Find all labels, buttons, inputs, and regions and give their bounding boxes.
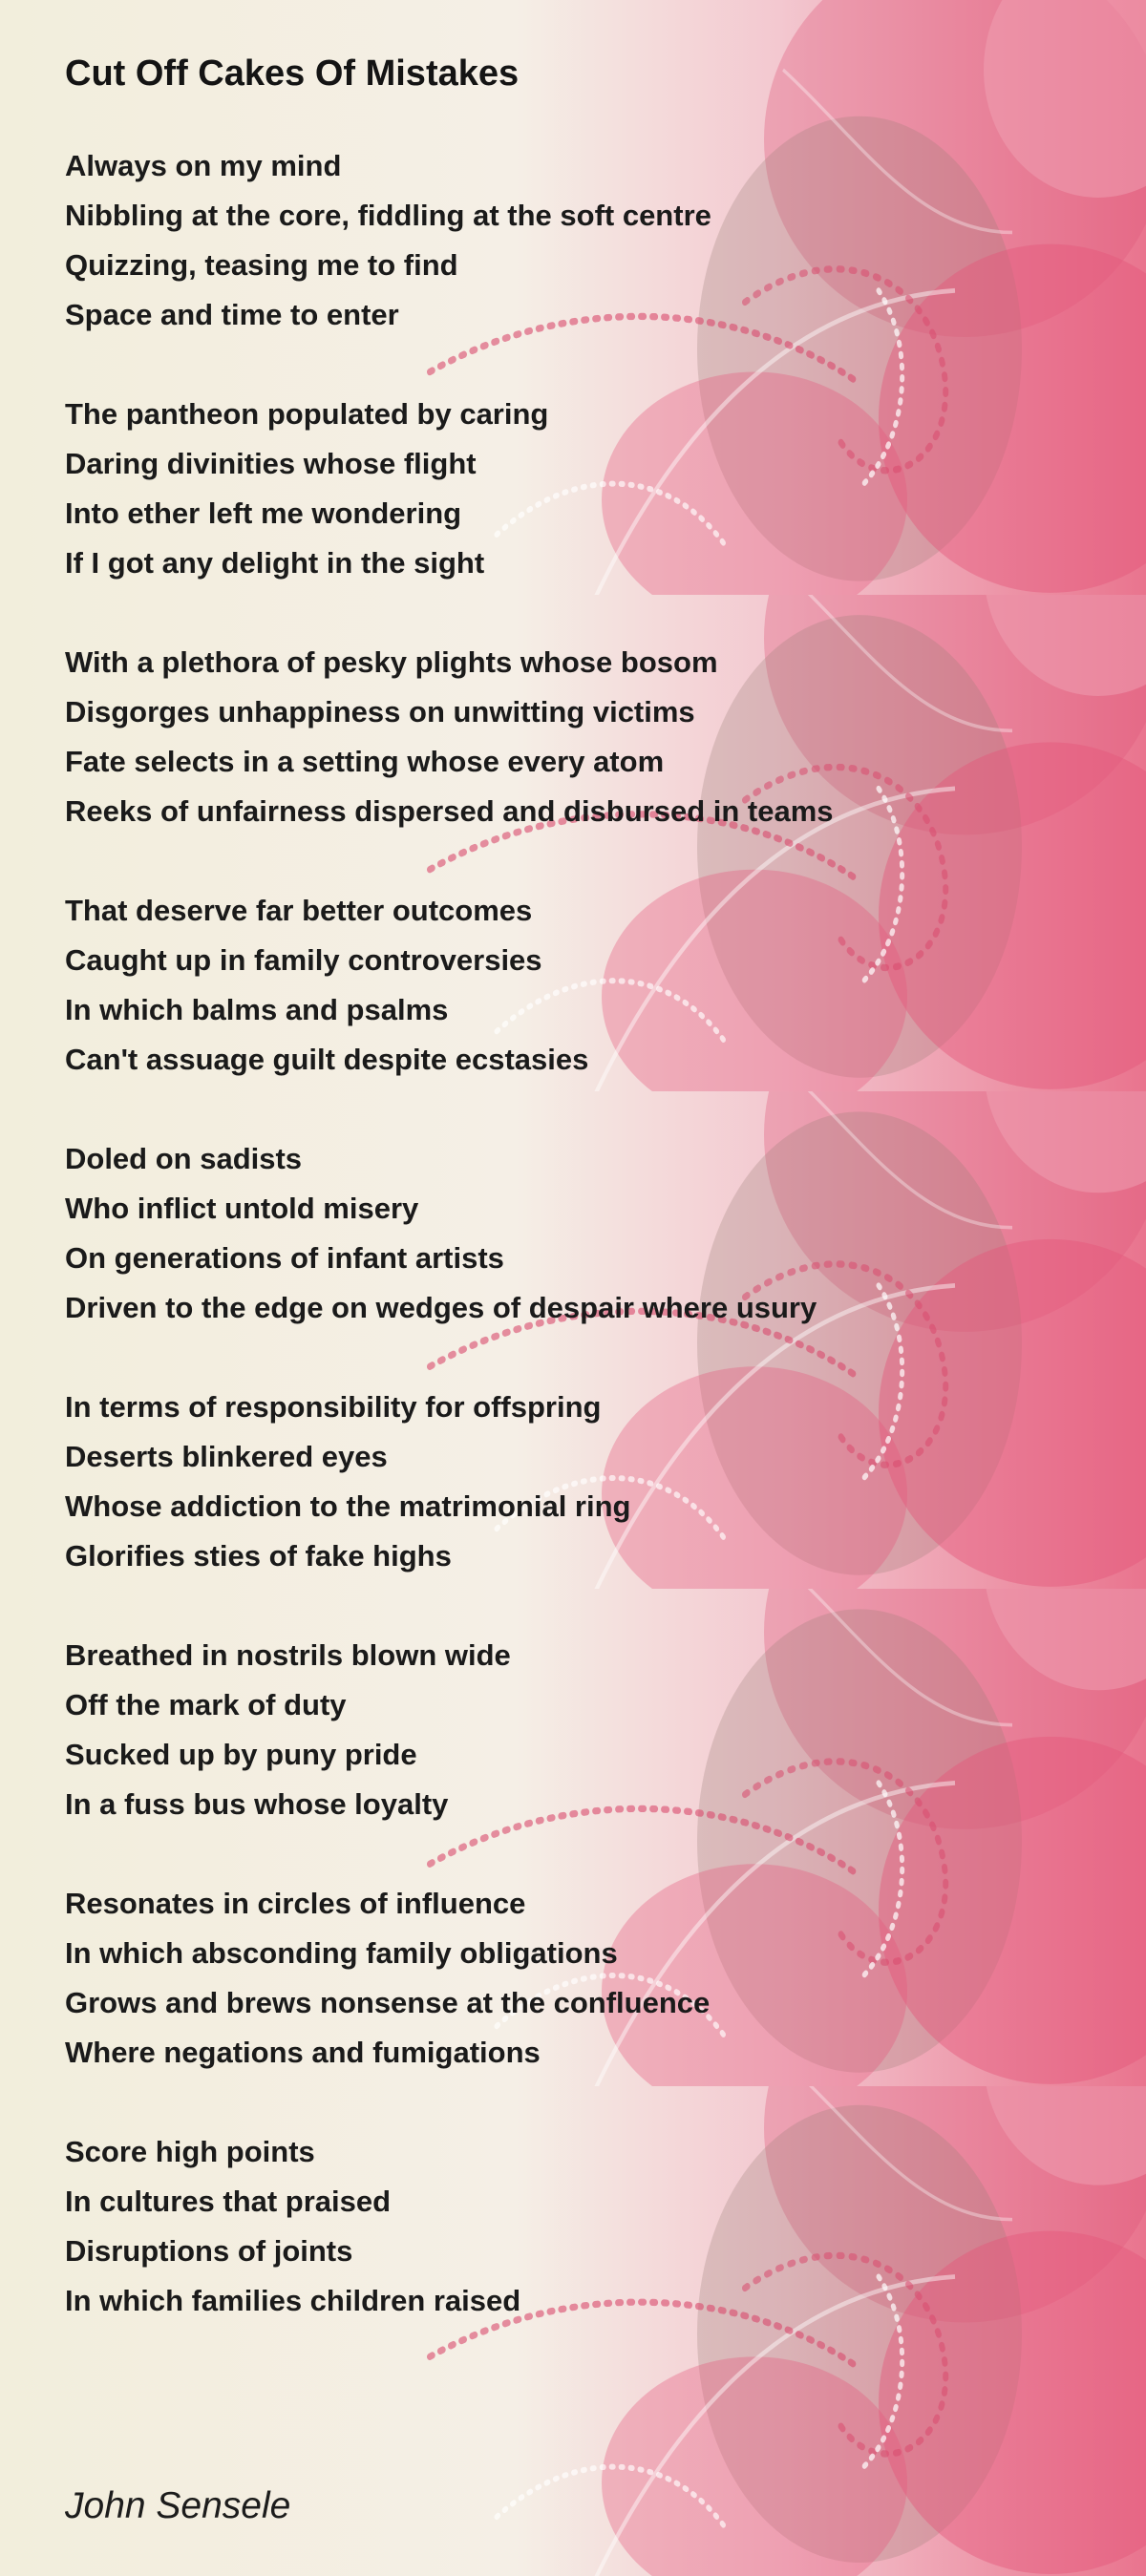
poem-line: Caught up in family controversies [65,943,542,977]
poem-line: Whose addiction to the matrimonial ring [65,1489,631,1523]
poem-line: Breathed in nostrils blown wide [65,1638,511,1672]
poem-line: In which balms and psalms [65,993,449,1026]
poem-line: Nibbling at the core, fiddling at the soft centre [65,199,711,232]
poem-line: Into ether left me wondering [65,496,462,530]
poem-line: Deserts blinkered eyes [65,1440,388,1473]
poem-line: The pantheon populated by caring [65,397,549,431]
poem-line: Score high points [65,2135,315,2168]
poem-line: Sucked up by puny pride [65,1738,417,1771]
poem-line: Quizzing, teasing me to find [65,248,458,282]
poem-line: Always on my mind [65,149,342,182]
poem-line: Fate selects in a setting whose every atom [65,745,665,778]
poem-line: Can't assuage guilt despite ecstasies [65,1043,589,1076]
poem-line: Disgorges unhappiness on unwitting victims [65,695,695,728]
poem-line: On generations of infant artists [65,1241,504,1275]
poem-line: Disruptions of joints [65,2234,353,2268]
poem-line: In cultures that praised [65,2185,392,2218]
poem-line: With a plethora of pesky plights whose bosom [65,645,718,679]
poem-line: Grows and brews nonsense at the confluence [65,1986,711,2019]
poem-author: John Sensele [65,2485,291,2526]
poem-line: Reeks of unfairness dispersed and disbursed in teams [65,794,834,828]
poem-line: Daring divinities whose flight [65,447,477,480]
poem-line: In which families children raised [65,2284,521,2317]
poem-line: In terms of responsibility for offspring [65,1390,602,1424]
poem-line: Doled on sadists [65,1142,303,1175]
poem-line: Driven to the edge on wedges of despair where usury [65,1291,817,1324]
poem-line: Resonates in circles of influence [65,1887,526,1920]
poem-line: In which absconding family obligations [65,1936,618,1970]
poem-line: Who inflict untold misery [65,1192,419,1225]
poem-line: Glorifies sties of fake highs [65,1539,452,1573]
poem-line: Off the mark of duty [65,1688,347,1721]
poem-line: Where negations and fumigations [65,2036,541,2069]
poem-line: If I got any delight in the sight [65,546,485,580]
poem-line: That deserve far better outcomes [65,894,533,927]
poem-line: Space and time to enter [65,298,399,331]
poem-title: Cut Off Cakes Of Mistakes [65,53,520,94]
poem-line: In a fuss bus whose loyalty [65,1787,449,1821]
